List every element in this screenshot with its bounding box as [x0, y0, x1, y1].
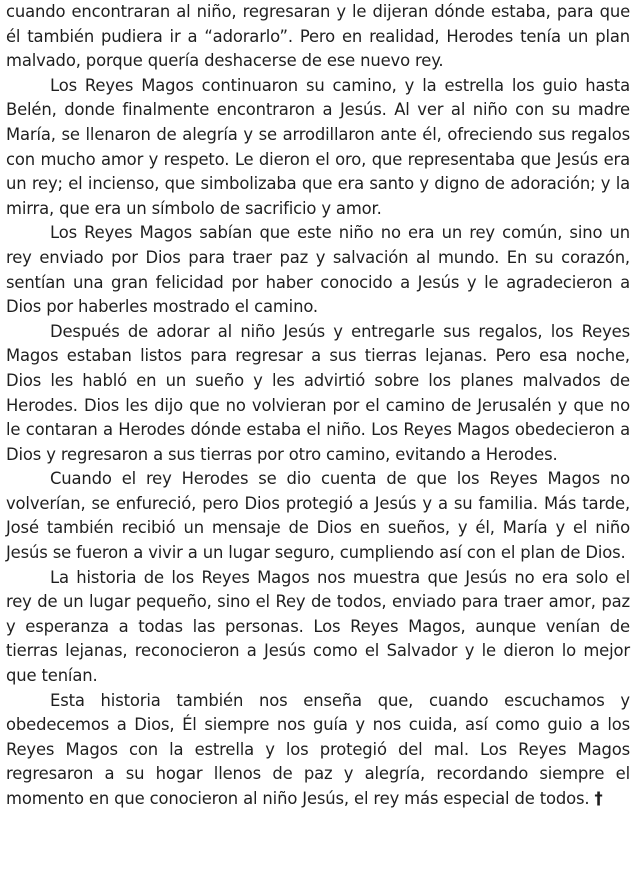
- paragraph-7: [6, 689, 630, 812]
- paragraph-5: Cuando el rey Herodes se dio cuenta de que los Reyes Magos no volverían, se enfureció, pero Dios protegió a Jesús y a su familia. Más tarde, José también recibió un mensaje de Dios en sueños, y él, María y el niño Jesús se fueron a vivir a un lugar seguro, cumpliendo así con el plan de Dios.: [6, 469, 630, 563]
- paragraph-3: Los Reyes Magos sabían que este niño no era un rey común, sino un rey enviado por Dios para traer paz y salvación al mundo. En su corazón, sentían una gran felicidad por haber conocido a Jesús y le agradecieron a Dios por haberles mostrado el camino.: [6, 223, 630, 317]
- end-mark-cross-icon: †: [594, 789, 603, 808]
- paragraph-6: La historia de los Reyes Magos nos muestra que Jesús no era solo el rey de un lugar pequeño, sino el Rey de todos, enviado para traer amor, paz y esperanza a todas las personas. Los Reyes Magos, aunque venían de tierras lejanas, reconocieron a Jesús como el Salvador y le dieron lo mejor que tenían.: [6, 567, 630, 686]
- paragraph-1: cuando encontraran al niño, regresaran y le dijeran dónde estaba, para que él también pudiera ir a “adorarlo”. Pero en realidad, Herodes tenía un plan malvado, porque quería deshacerse de ese nuevo rey.: [6, 2, 630, 71]
- document-page: [6, 0, 630, 812]
- paragraph-7-text: Esta historia también nos enseña que, cuando escuchamos y obedecemos a Dios, Él siempre nos guía y nos cuida, así como guio a los Reyes Magos con la estrella y los protegió del mal. Los Reyes Magos regresaron a su hogar llenos de paz y alegría, recordando siempre el momento en que conocieron al niño Jesús, el rey más especial de todos.: [6, 690, 630, 808]
- paragraph-2: Los Reyes Magos continuaron su camino, y la estrella los guio hasta Belén, donde finalmente encontraron a Jesús. Al ver al niño con su madre María, se llenaron de alegría y se arrodillaron ante él, ofreciendo sus regalos con mucho amor y respeto. Le dieron el oro, que representaba que Jesús era un rey; el incienso, que simbolizaba que era santo y digno de adoración; y la mirra, que era un símbolo de sacrificio y amor.: [6, 75, 630, 218]
- paragraph-4: Después de adorar al niño Jesús y entregarle sus regalos, los Reyes Magos estaban listos para regresar a sus tierras lejanas. Pero esa noche, Dios les habló en un sueño y les advirtió sobre los planes malvados de Herodes. Dios les dijo que no volvieran por el camino de Jerusalén y que no le contaran a Herodes dónde estaba el niño. Los Reyes Magos obedecieron a Dios y regresaron a sus tierras por otro camino, evitando a Herodes.: [6, 321, 630, 464]
